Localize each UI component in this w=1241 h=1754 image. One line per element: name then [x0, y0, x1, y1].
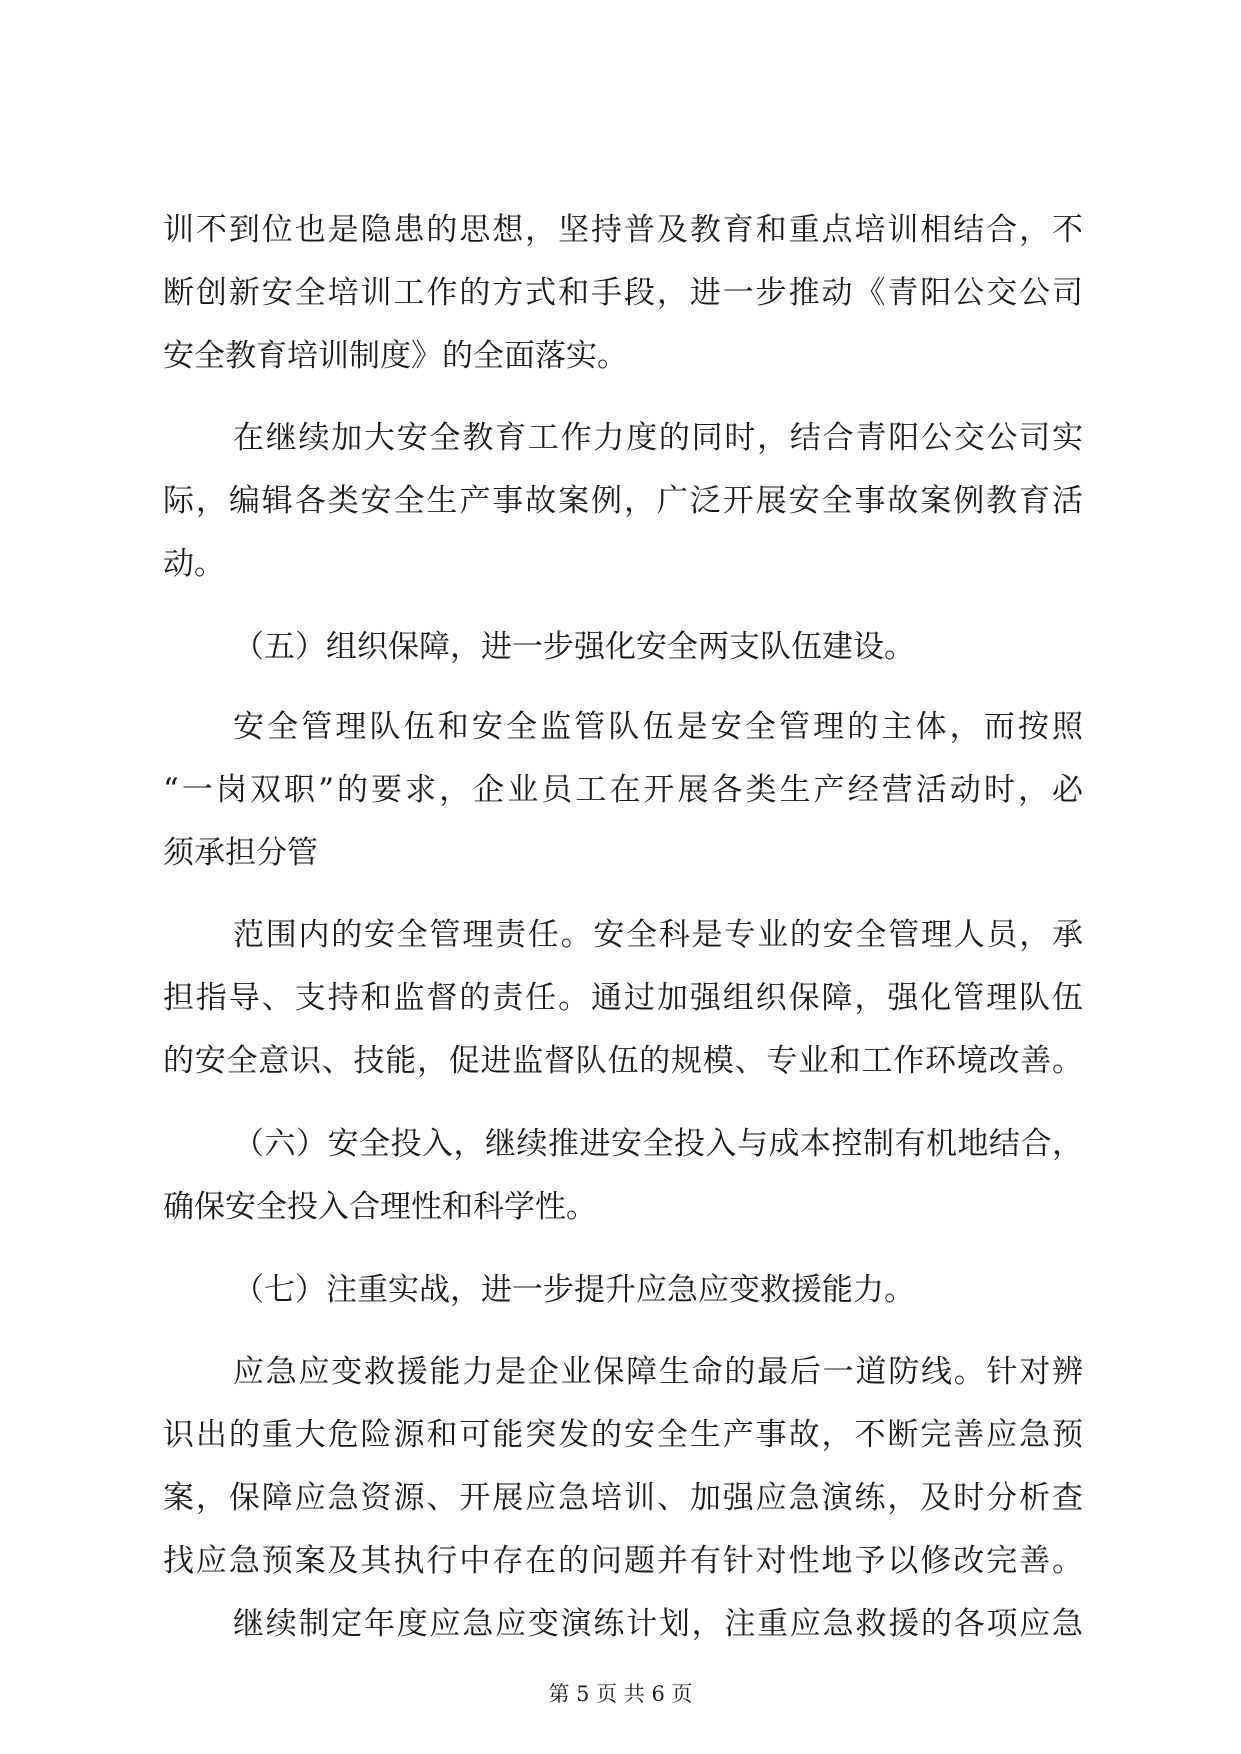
- section-heading: （七）注重实战，进一步提升应急应变救援能力。: [233, 1272, 915, 1308]
- body-text-line: 在继续加大安全教育工作力度的同时，结合青阳公交公司实: [233, 420, 1083, 456]
- body-text-line: 训不到位也是隐患的思想，坚持普及教育和重点培训相结合，不: [163, 212, 1083, 248]
- page-number-footer: 第 5 页 共 6 页: [548, 1682, 693, 1706]
- body-text-line: 案，保障应急资源、开展应急培训、加强应急演练，及时分析查: [163, 1480, 1083, 1516]
- section-heading: （五）组织保障，进一步强化安全两支队伍建设。: [233, 629, 915, 665]
- body-text-line: 的安全意识、技能，促进监督队伍的规模、专业和工作环境改善。: [163, 1043, 1083, 1079]
- body-text-line: 担指导、支持和监督的责任。通过加强组织保障，强化管理队伍: [163, 980, 1083, 1016]
- body-text-line: 应急应变救援能力是企业保障生命的最后一道防线。针对辨: [233, 1354, 1083, 1390]
- body-text-line: 断创新安全培训工作的方式和手段，进一步推动《青阳公交公司: [163, 275, 1083, 311]
- body-text-line: 继续制定年度应急应变演练计划，注重应急救援的各项应急: [233, 1606, 1083, 1642]
- body-text-line: 找应急预案及其执行中存在的问题并有针对性地予以修改完善。: [163, 1543, 1083, 1579]
- body-text-line: 际，编辑各类安全生产事故案例，广泛开展安全事故案例教育活: [163, 483, 1083, 519]
- body-text-line: 识出的重大危险源和可能突发的安全生产事故，不断完善应急预: [163, 1417, 1083, 1453]
- body-text-line: 安全教育培训制度》的全面落实。: [163, 338, 628, 374]
- body-text-line: 安全管理队伍和安全监管队伍是安全管理的主体，而按照: [233, 709, 1083, 745]
- body-text-line: 动。: [163, 546, 225, 582]
- body-text-line: “一岗双职”的要求，企业员工在开展各类生产经营活动时，必: [163, 772, 1083, 808]
- body-text-line: 须承担分管: [163, 835, 318, 871]
- body-text-line: 确保安全投入合理性和科学性。: [163, 1189, 597, 1225]
- body-text-line: 范围内的安全管理责任。安全科是专业的安全管理人员，承: [233, 917, 1083, 953]
- section-heading: （六）安全投入，继续推进安全投入与成本控制有机地结合，: [233, 1126, 1083, 1162]
